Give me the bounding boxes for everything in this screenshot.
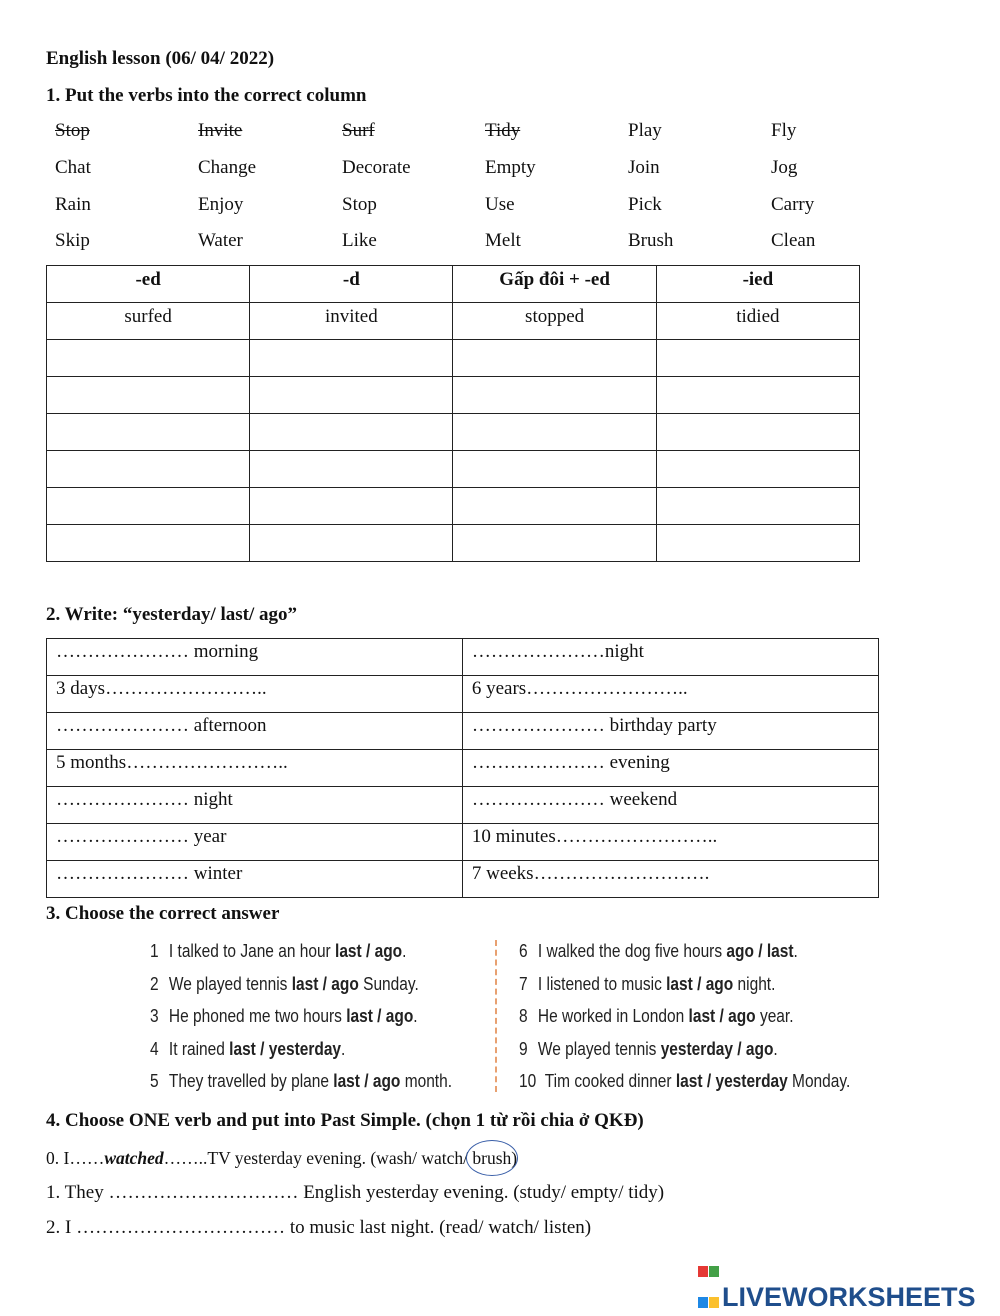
choice-text: I talked to Jane an hour	[168, 941, 336, 961]
time-expression-cell[interactable]: ………………… afternoon	[47, 713, 463, 750]
ex0-suffix: ……..TV yesterday evening. (wash/ watch/ brush)	[163, 1148, 518, 1168]
time-expression-cell[interactable]: 3 days……………………..	[47, 676, 463, 713]
choice-number: 3	[150, 1006, 159, 1026]
choice-text-end: Sunday.	[358, 973, 419, 994]
section2-heading: 2. Write: “yesterday/ last/ ago”	[46, 604, 298, 625]
choice-sentence[interactable]	[519, 941, 798, 962]
choice-text: They travelled by plane	[168, 1071, 334, 1091]
answer-cell[interactable]	[453, 377, 656, 414]
choice-text-end: .	[773, 1038, 778, 1059]
time-expression-cell[interactable]: ………………… night	[47, 787, 463, 824]
choice-text-end: .	[793, 941, 798, 961]
answer-cell[interactable]	[250, 488, 453, 525]
choice-option-1[interactable]: last /	[688, 1006, 729, 1026]
choice-option-1[interactable]: ago /	[726, 941, 767, 961]
verb-word[interactable]: Stop	[342, 194, 377, 215]
choice-option-2[interactable]: yesterday	[715, 1071, 788, 1091]
choice-option-2[interactable]: ago	[745, 1038, 774, 1059]
time-expression-table	[46, 638, 879, 898]
choice-number: 10	[519, 1071, 537, 1091]
choice-option-2[interactable]: last	[766, 941, 794, 961]
answer-cell[interactable]	[453, 488, 656, 525]
answer-cell[interactable]	[453, 340, 656, 377]
answer-cell[interactable]	[656, 414, 859, 451]
answer-cell[interactable]	[453, 451, 656, 488]
choice-option-1[interactable]: last /	[666, 973, 706, 994]
verb-word[interactable]: Join	[628, 157, 660, 178]
time-expression-cell[interactable]: 5 months……………………..	[47, 750, 463, 787]
answer-cell[interactable]	[656, 488, 859, 525]
example-sentence-0	[46, 1148, 517, 1169]
verb-word[interactable]: Tidy	[485, 120, 521, 141]
choice-text-end: month.	[400, 1071, 453, 1091]
answer-cell[interactable]	[453, 414, 656, 451]
circled-answer-mark	[466, 1140, 518, 1176]
choice-text-end: year.	[755, 1006, 794, 1026]
choice-option-2[interactable]: ago	[331, 973, 359, 994]
choice-sentence[interactable]	[519, 1071, 850, 1092]
verb-word[interactable]: Skip	[55, 230, 90, 251]
choice-text: He worked in London	[537, 1006, 689, 1026]
verb-word[interactable]: Fly	[771, 120, 797, 141]
verb-columns-table	[46, 265, 860, 562]
verb-word[interactable]: Chat	[55, 157, 91, 178]
answer-cell[interactable]	[250, 377, 453, 414]
time-expression-cell[interactable]: ………………… winter	[47, 861, 463, 898]
choice-text: I listened to music	[537, 973, 667, 994]
example-double-ed: stopped	[453, 303, 656, 340]
answer-cell[interactable]	[656, 340, 859, 377]
time-expression-cell[interactable]: ………………… birthday party	[462, 713, 878, 750]
choice-option-1[interactable]: last /	[333, 1071, 373, 1091]
choice-text: We played tennis	[168, 973, 292, 994]
verb-word[interactable]: Empty	[485, 157, 536, 178]
header-double-ed: Gấp đôi + -ed	[453, 266, 656, 303]
verb-word[interactable]: Water	[198, 230, 243, 251]
verb-word[interactable]: Stop	[55, 120, 90, 141]
verb-word[interactable]: Brush	[628, 230, 674, 251]
answer-cell[interactable]	[656, 451, 859, 488]
choice-number: 6	[519, 941, 528, 961]
choice-option-1[interactable]: last /	[346, 1006, 386, 1026]
time-expression-cell[interactable]: …………………night	[462, 639, 878, 676]
time-expression-cell[interactable]: ………………… year	[47, 824, 463, 861]
choice-sentence[interactable]	[150, 1071, 452, 1092]
liveworksheets-logo	[698, 1254, 976, 1313]
header-ed: -ed	[47, 266, 250, 303]
choice-sentence[interactable]	[150, 1039, 345, 1060]
answer-cell[interactable]	[47, 340, 250, 377]
choice-option-1[interactable]: last /	[675, 1071, 716, 1091]
answer-cell[interactable]	[47, 451, 250, 488]
answer-cell[interactable]	[453, 525, 656, 562]
verb-word[interactable]: Decorate	[342, 157, 411, 178]
verb-word[interactable]: Change	[198, 157, 257, 178]
choice-sentence[interactable]	[519, 1039, 778, 1060]
example-ied: tidied	[656, 303, 859, 340]
column-divider	[495, 940, 497, 1092]
answer-cell[interactable]	[47, 414, 250, 451]
answer-cell[interactable]	[656, 377, 859, 414]
verb-word[interactable]: Enjoy	[198, 194, 244, 215]
verb-word[interactable]: Play	[628, 120, 662, 141]
sentence-1[interactable]: 1. They ………………………… English yesterday evening. (study/ empty/ tidy)	[46, 1182, 665, 1203]
choice-sentence[interactable]	[150, 1006, 418, 1027]
choice-option-1[interactable]: yesterday /	[660, 1038, 746, 1059]
choice-sentence[interactable]	[150, 974, 419, 995]
choice-option-2[interactable]: ago	[385, 1006, 414, 1026]
example-ed: surfed	[47, 303, 250, 340]
section3-heading: 3. Choose the correct answer	[46, 903, 280, 924]
choice-number: 4	[150, 1038, 159, 1059]
choice-sentence[interactable]	[150, 941, 406, 962]
choice-option-2[interactable]: ago	[372, 1071, 401, 1091]
logo-text: LIVEWORKSHEETS	[722, 1282, 976, 1312]
choice-option-1[interactable]: last /	[229, 1038, 269, 1059]
choice-text-end: .	[413, 1006, 418, 1026]
lesson-title: English lesson (06/ 04/ 2022)	[46, 48, 275, 69]
choice-number: 9	[519, 1038, 528, 1059]
choice-sentence[interactable]	[519, 974, 775, 995]
verb-word[interactable]: Invite	[198, 120, 243, 141]
choice-option-1[interactable]: last /	[335, 941, 375, 961]
choice-option-2[interactable]: yesterday	[268, 1038, 342, 1059]
choice-number: 7	[519, 973, 528, 994]
answer-cell[interactable]	[250, 414, 453, 451]
answer-cell[interactable]	[47, 377, 250, 414]
verb-word[interactable]: Pick	[628, 194, 662, 215]
choice-option-2[interactable]: ago	[374, 941, 403, 961]
choice-text: It rained	[168, 1038, 230, 1059]
choice-number: 1	[150, 941, 159, 961]
verb-word[interactable]: Jog	[771, 157, 798, 178]
time-expression-cell[interactable]: 10 minutes……………………..	[462, 824, 878, 861]
verb-word[interactable]: Clean	[771, 230, 816, 251]
section4-heading: 4. Choose ONE verb and put into Past Simple. (chọn 1 từ rồi chia ở QKĐ)	[46, 1110, 644, 1131]
choice-number: 8	[519, 1006, 528, 1026]
time-expression-cell[interactable]: 7 weeks……………………….	[462, 861, 878, 898]
choice-number: 5	[150, 1071, 159, 1091]
choice-text: Tim cooked dinner	[544, 1071, 676, 1091]
logo-icon	[698, 1254, 720, 1278]
verb-word[interactable]: Rain	[55, 194, 91, 215]
header-ied: -ied	[656, 266, 859, 303]
choice-option-2[interactable]: ago	[705, 973, 734, 994]
verb-word[interactable]: Like	[342, 230, 377, 251]
verb-word[interactable]: Carry	[771, 194, 815, 215]
choice-text-end: night.	[733, 973, 776, 994]
verb-word[interactable]: Use	[485, 194, 515, 215]
choice-sentence[interactable]	[519, 1006, 794, 1027]
section1-heading: 1. Put the verbs into the correct column	[46, 85, 367, 106]
choice-option-2[interactable]: ago	[728, 1006, 756, 1026]
choice-text-end: .	[341, 1038, 346, 1059]
choice-text-end: .	[402, 941, 407, 961]
choice-option-1[interactable]: last /	[291, 973, 332, 994]
choice-text: I walked the dog five hours	[537, 941, 727, 961]
answer-cell[interactable]	[47, 488, 250, 525]
time-expression-cell[interactable]: ………………… evening	[462, 750, 878, 787]
verb-word[interactable]: Melt	[485, 230, 521, 251]
answer-cell[interactable]	[250, 340, 453, 377]
choice-text-end: Monday.	[787, 1071, 851, 1091]
example-d: invited	[250, 303, 453, 340]
choice-text: We played tennis	[537, 1038, 661, 1059]
verb-word[interactable]: Surf	[342, 120, 375, 141]
answer-cell[interactable]	[250, 525, 453, 562]
answer-cell[interactable]	[47, 525, 250, 562]
choice-text: He phoned me two hours	[168, 1006, 347, 1026]
ex0-prefix: 0. I……	[46, 1148, 105, 1168]
header-d: -d	[250, 266, 453, 303]
sentence-2[interactable]: 2. I …………………………… to music last night. (read/ watch/ listen)	[46, 1217, 592, 1238]
answer-cell[interactable]	[250, 451, 453, 488]
ex0-answer: watched	[104, 1148, 164, 1168]
answer-cell[interactable]	[656, 525, 859, 562]
time-expression-cell[interactable]: ………………… weekend	[462, 787, 878, 824]
time-expression-cell[interactable]: 6 years……………………..	[462, 676, 878, 713]
choice-number: 2	[150, 973, 159, 994]
time-expression-cell[interactable]: ………………… morning	[47, 639, 463, 676]
